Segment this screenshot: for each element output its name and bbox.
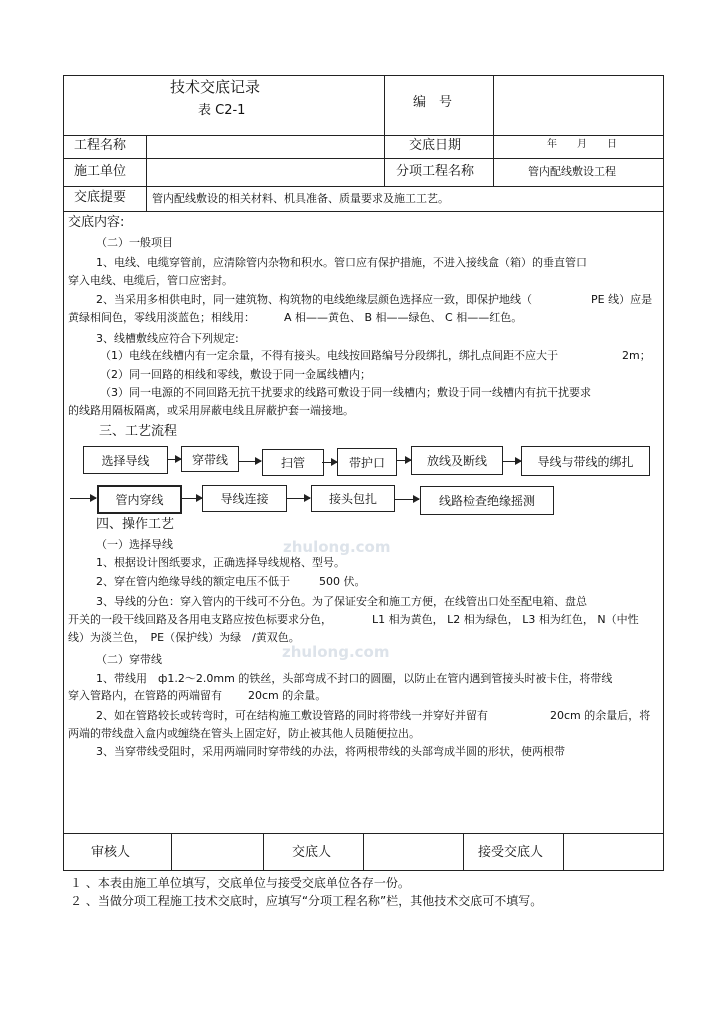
content-line: （1）电线在线槽内有一定余量，不得有接头。电线按回路编号分段绑扎，绑扎点间距不应大于 [100,349,558,362]
table-col-divider [146,135,147,211]
content-line: （3）同一电源的不同回路无抗干扰要求的线路可敷设于同一线槽内；敷设于同一线槽内有抗干扰要求 [100,386,591,399]
content-line: 两端的带线盘入盒内或缠绕在管头上固定好，防止被其他人员随便拉出。 [68,727,420,740]
disclosure-date-label: 交底日期 [409,138,462,153]
flow-arrow [322,462,337,463]
flow-arrow [70,498,96,499]
content-line: 3、导线的分色：穿入管内的干线可不分色。为了保证安全和施工方便，在线管出口处至配电箱、盘总 [96,595,587,608]
content-line: 2m； [622,349,651,362]
content-line: 线）为淡兰色， PE（保护线）为绿 /黄双色。 [68,631,300,644]
flow-arrow [502,461,521,462]
content-line: 黄绿相间色，零线用淡蓝色；相线用： [68,311,255,324]
number-label: 编 号 [413,95,453,110]
flow-arrow [180,498,202,499]
flow-step: 管内穿线 [97,485,182,514]
date-value: 年 月 日 [547,139,617,150]
project-name-label: 工程名称 [74,138,127,153]
table-right-border [663,75,664,871]
flow-step: 导线与带线的绑扎 [521,446,650,476]
content-line: PE 线）应是 [591,293,653,306]
table-left-border [63,75,64,871]
flow-arrow [286,498,310,499]
flow-step: 放线及断线 [411,446,503,475]
table-row-divider [63,135,664,136]
document-title: 技术交底记录 [170,78,261,96]
table-row-divider [63,211,664,212]
content-line: 20cm 的余量。 [248,689,327,702]
reviewer-label: 审核人 [91,845,131,860]
process-title: 三、工艺流程 [99,424,178,439]
content-line: 的线路用隔板隔离，或采用屏蔽电线且屏蔽护套一端接地。 [68,404,354,417]
flow-arrow [167,459,181,460]
content-line: 3、线槽敷线应符合下列规定: [96,332,239,345]
summary-value: 管内配线敷设的相关材料、机具准备、质量要求及施工工艺。 [152,192,449,205]
table-bottom-border [63,870,664,871]
subsection-title: （二）穿带线 [96,653,162,666]
content-line: （2）同一回路的相线和零线，敷设于同一金属线槽内； [100,368,371,381]
flow-arrow [238,461,261,462]
flow-step: 导线连接 [202,485,287,512]
sub-project-value: 管内配线敷设工程 [528,165,616,178]
footnote: ２ 、当做分项工程施工技术交底时，应填写“分项工程名称”栏，其他技术交底可不填写。 [70,894,543,908]
table-row-divider [63,186,664,187]
table-col-divider [263,833,264,870]
content-line: L1 相为黄色， L2 相为绿色， L3 相为红色， N（中性 [372,613,639,626]
sub-project-label: 分项工程名称 [396,164,475,179]
flow-step: 穿带线 [181,446,239,472]
content-line: 穿入管路内，在管路的两端留有 [68,689,222,702]
flow-step: 扫管 [262,449,324,476]
content-heading: 交底内容: [68,215,125,230]
flow-step: 线路检查绝缘摇测 [420,486,554,515]
content-line: 3、当穿带线受阻时，采用两端同时穿带线的办法，将两根带线的头部弯成半圆的形状，使两根带 [96,745,565,758]
summary-label: 交底提要 [74,190,127,205]
table-col-divider [463,833,464,870]
content-line: 1、带线用 ф1.2～2.0mm 的铁丝，头部弯成不封口的圆圈，以防止在管内遇到管接头时被卡住，将带线 [96,672,613,685]
flow-step: 接头包扎 [311,485,395,512]
content-line: 2、如在管路较长或转弯时，可在结构施工敷设管路的同时将带线一并穿好并留有 [96,709,488,722]
content-line: 穿入电线、电缆后，管口应密封。 [68,274,233,287]
flow-step: 选择导线 [83,446,168,474]
table-col-divider [363,833,364,870]
table-col-divider [384,75,385,186]
table-row-divider [63,158,664,159]
table-col-divider [171,833,172,870]
subsection-title: （一）选择导线 [96,538,173,551]
watermark: zhulong.com [283,538,391,556]
table-col-divider [563,833,564,870]
content-line: 500 伏。 [319,575,366,588]
content-line: 20cm 的余量后，将 [550,709,651,722]
form-number: 表 C2-1 [198,103,246,118]
receiver-label: 接受交底人 [478,845,544,860]
discloser-label: 交底人 [292,845,332,860]
content-line: 1、根据设计图纸要求，正确选择导线规格、型号。 [96,556,345,569]
content-line: 开关的一段干线回路及各用电支路应按色标要求分色， [68,613,332,626]
flow-step: 带护口 [337,448,397,476]
table-top-border [63,75,664,76]
footnote: １ 、本表由施工单位填写，交底单位与接受交底单位各存一份。 [70,876,410,890]
table-col-divider [493,75,494,186]
flow-arrow [396,460,411,461]
construction-unit-label: 施工单位 [74,164,127,179]
operation-title: 四、操作工艺 [96,517,175,532]
content-line: 2、穿在管内绝缘导线的额定电压不低于 [96,575,290,588]
section-title: （二）一般项目 [96,236,173,249]
watermark: zhulong.com [282,643,390,661]
content-line: 2、当采用多相供电时，同一建筑物、构筑物的电线绝缘层颜色选择应一致，即保护地线（ [96,293,532,306]
content-line: 1、电线、电缆穿管前，应清除管内杂物和积水。管口应有保护措施，不进入接线盒（箱）的垂直管口 [96,256,587,269]
flow-arrow [394,499,419,500]
content-line: A 相——黄色、 B 相——绿色、 C 相——红色。 [284,311,523,324]
